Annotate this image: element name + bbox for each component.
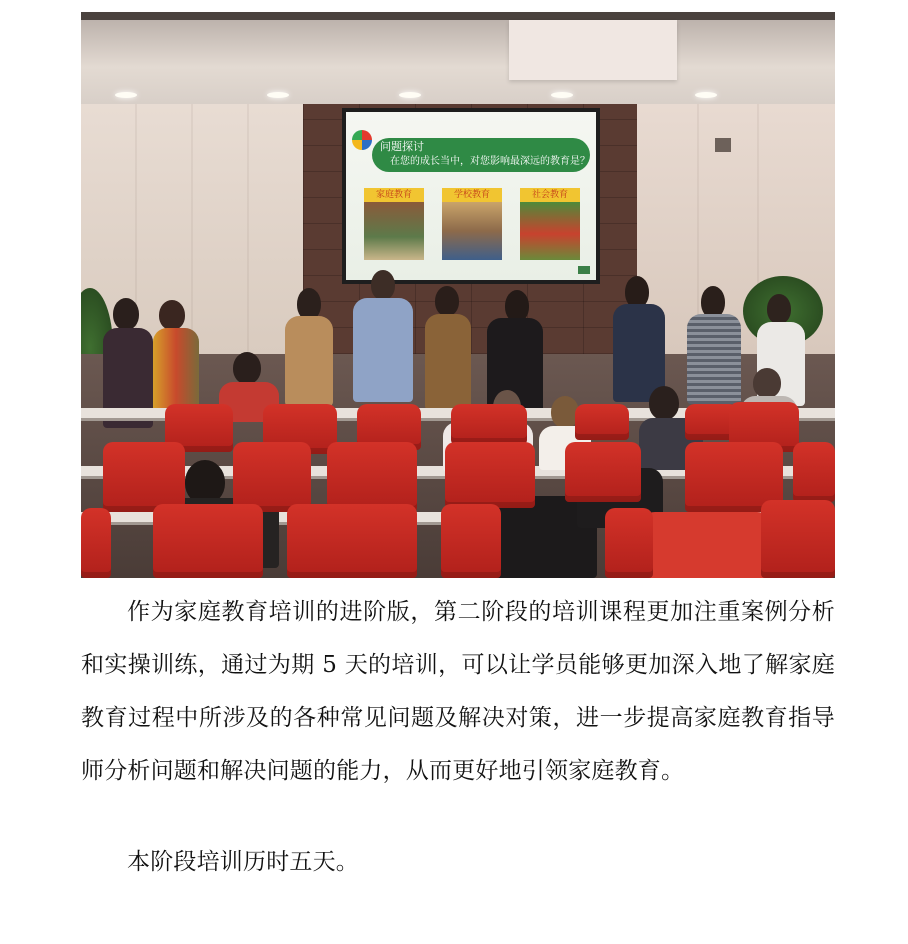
auditorium-chair: [103, 442, 185, 512]
wall-speaker: [715, 138, 731, 152]
slide-card-label: 学校教育: [442, 188, 502, 202]
slide-question: 在您的成长当中，对您影响最深远的教育是？: [390, 156, 590, 167]
ceiling-lamp: [399, 92, 421, 98]
slide-card-family: [364, 188, 424, 260]
body-paragraph: 作为家庭教育培训的进阶版，第二阶段的培训课程更加注重案例分析和实操训练，通过为期 5 天的培训，可以让学员能够更加深入地了解家庭教育过程中所涉及的各种常见问题及解决对策，进一步提高家庭教育指导师分析问题和解决问题的能力，从而更好地引领家庭教育。: [81, 599, 835, 784]
slide-title: 问题探讨: [380, 140, 424, 153]
presentation-slide: [346, 112, 596, 280]
auditorium-chair: [565, 442, 641, 502]
slide-card-image: [520, 202, 580, 260]
auditorium-chair: [327, 442, 417, 512]
slide-card-image: [442, 202, 502, 260]
auditorium-chair: [287, 504, 417, 578]
auditorium-chair: [575, 404, 629, 440]
ceiling-lamp: [695, 92, 717, 98]
training-session-photo: [81, 12, 835, 578]
ceiling-lamp: [115, 92, 137, 98]
slide-card-image: [364, 202, 424, 260]
auditorium-chair: [793, 442, 835, 502]
auditorium-chair: [153, 504, 263, 578]
slide-card-label: 社会教育: [520, 188, 580, 202]
auditorium-chair: [761, 500, 835, 578]
auditorium-chair: [445, 442, 535, 508]
ceiling-edge: [81, 12, 835, 20]
auditorium-chair: [605, 508, 653, 578]
projection-screen: [342, 108, 600, 284]
body-paragraph: 本阶段培训历时五天。: [127, 849, 359, 875]
ceiling-skylight: [509, 20, 677, 80]
auditorium-chair: [451, 404, 527, 444]
auditorium-chair: [233, 442, 311, 512]
slide-card-school: [442, 188, 502, 260]
ceiling: [81, 12, 835, 104]
ceiling-lamp: [551, 92, 573, 98]
slide-card-society: [520, 188, 580, 260]
slide-card-label: 家庭教育: [364, 188, 424, 202]
logo-icon: [352, 130, 372, 150]
auditorium-chair: [81, 508, 111, 578]
ceiling-lamp: [267, 92, 289, 98]
slide-corner-mark: [578, 266, 590, 274]
auditorium-chair: [441, 504, 501, 578]
